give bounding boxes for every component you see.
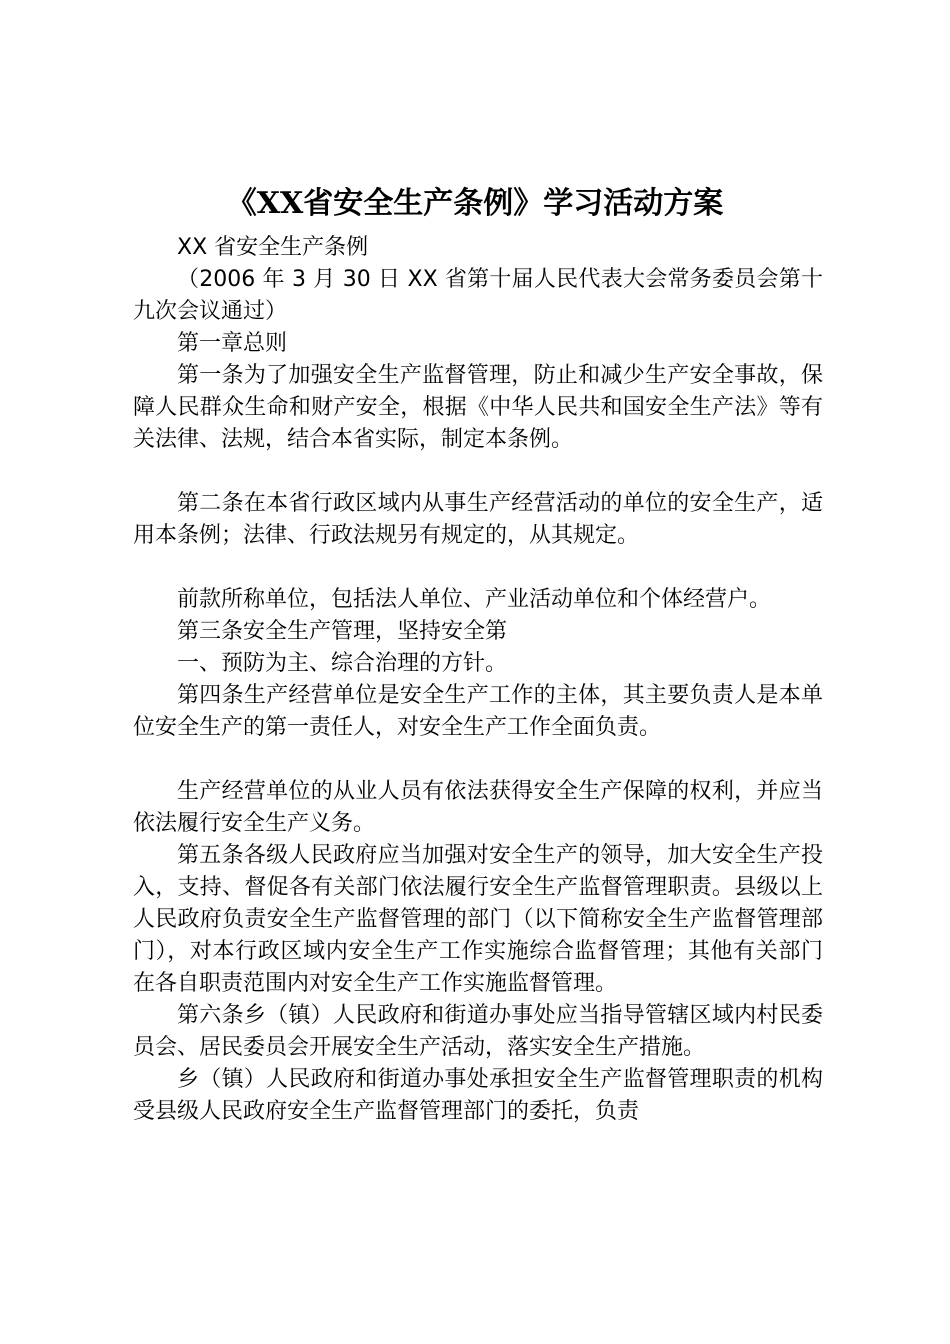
paragraph-article-3-policy: 一、预防为主、综合治理的方针。	[177, 651, 508, 676]
paragraph-adoption-note: （2006 年 3 月 30 日 XX 省第十届人民代表大会常务委员会第十九次会议通过）	[133, 267, 823, 324]
paragraph-article-4: 第四条生产经营单位是安全生产工作的主体，其主要负责人是本单位安全生产的第一责任人，对安全生产工作全面负责。	[133, 683, 823, 740]
paragraph-article-2-units: 前款所称单位，包括法人单位、产业活动单位和个体经营户。	[177, 587, 772, 612]
document-body	[133, 232, 823, 1128]
paragraph-article-1: 第一条为了加强安全生产监督管理，防止和减少生产安全事故，保障人民群众生命和财产安全，根据《中华人民共和国安全生产法》等有关法律、法规，结合本省实际，制定本条例。	[133, 363, 823, 452]
paragraph-article-6-agencies: 乡（镇）人民政府和街道办事处承担安全生产监督管理职责的机构受县级人民政府安全生产监督管理部门的委托，负责	[133, 1067, 823, 1124]
paragraph-article-5: 第五条各级人民政府应当加强对安全生产的领导，加大安全生产投入，支持、督促各有关部门依法履行安全生产监督管理职责。县级以上人民政府负责安全生产监督管理的部门（以下简称安全生产监督管理部门），对本行政区域内安全生产工作实施综合监督管理；其他有关部门在各自职责范围内对安全生产工作实施监督管理。	[133, 843, 823, 996]
document-title: 《XX省安全生产条例》学习活动方案	[226, 186, 724, 221]
paragraph-chapter-heading: 第一章总则	[177, 331, 288, 356]
paragraph-article-3: 第三条安全生产管理，坚持安全第	[177, 619, 508, 644]
paragraph-article-4-workers: 生产经营单位的从业人员有依法获得安全生产保障的权利，并应当依法履行安全生产义务。	[133, 779, 823, 836]
paragraph-article-2: 第二条在本省行政区域内从事生产经营活动的单位的安全生产，适用本条例；法律、行政法规另有规定的，从其规定。	[133, 491, 823, 548]
paragraph-article-6: 第六条乡（镇）人民政府和街道办事处应当指导管辖区域内村民委员会、居民委员会开展安全生产活动，落实安全生产措施。	[133, 1003, 823, 1060]
paragraph-regulation-name: XX 省安全生产条例	[177, 235, 369, 260]
